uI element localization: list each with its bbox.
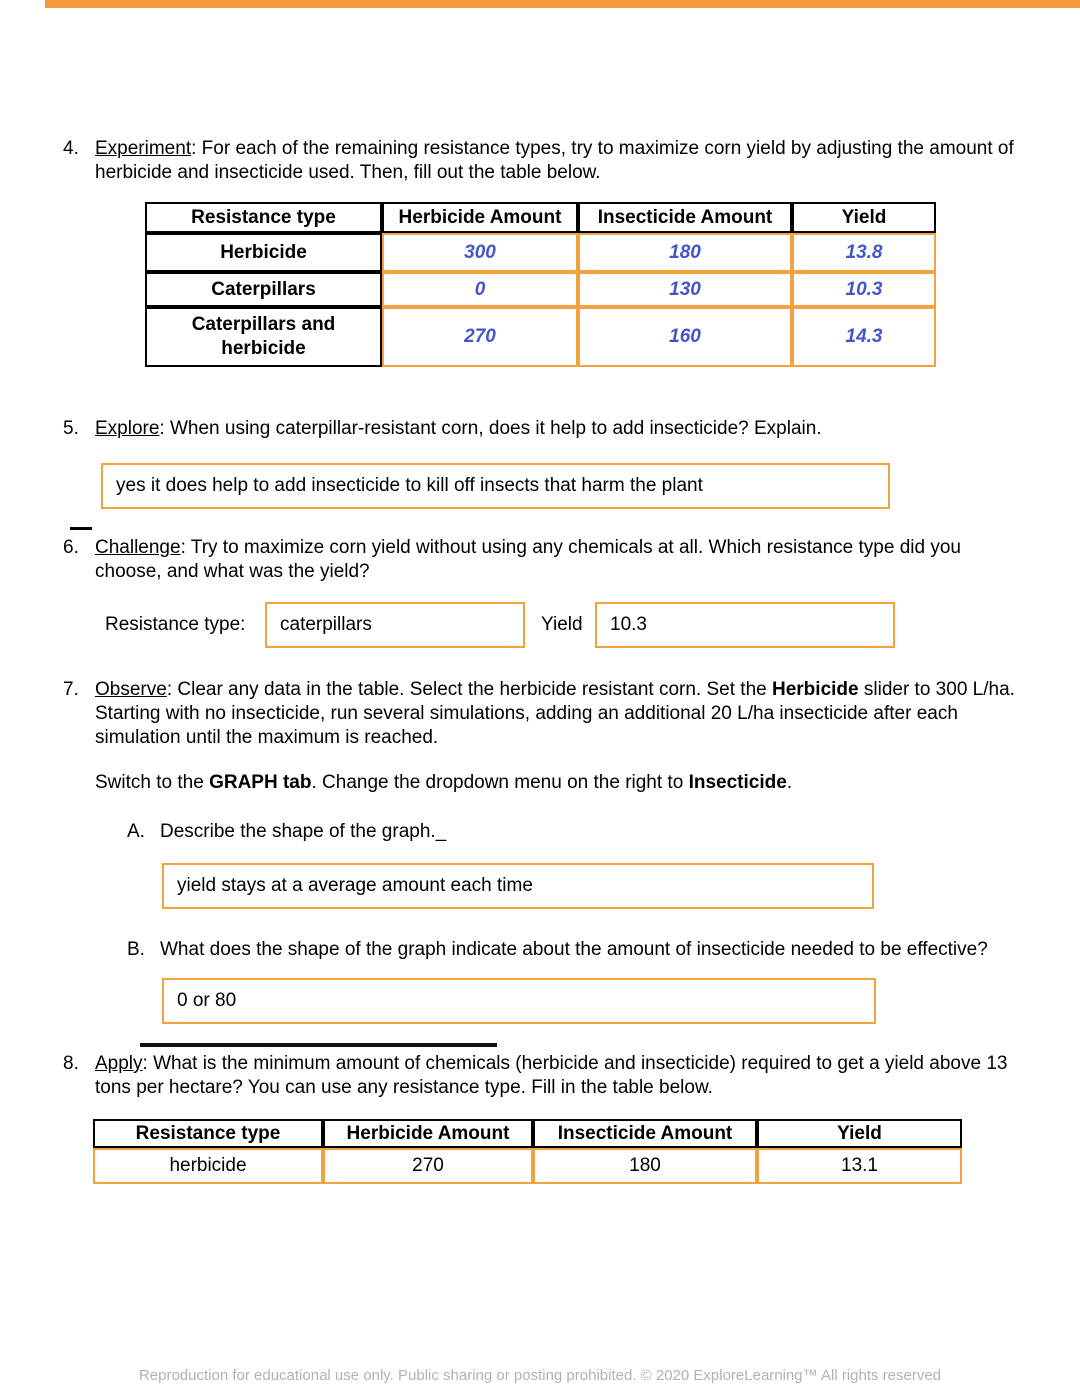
question-5-lead: Explore xyxy=(95,418,160,439)
answer-cell-yield[interactable]: 13.1 xyxy=(757,1148,962,1184)
col-header-resistance-type: Resistance type xyxy=(145,202,382,233)
question-8-text xyxy=(95,1052,1015,1100)
answer-cell-insecticide-amount[interactable]: 160 xyxy=(578,307,792,367)
col-header-yield: Yield xyxy=(792,202,936,233)
question-7-lead: Observe xyxy=(95,679,167,700)
answer-cell-yield[interactable]: 10.3 xyxy=(792,272,936,307)
question-7a xyxy=(127,820,1060,844)
table-row xyxy=(145,307,936,367)
copyright-footer: Reproduction for educational use only. Public sharing or posting prohibited. © 2020 ExploreLearning™ All rights reserved xyxy=(138,1367,942,1384)
question-5-answer-box[interactable] xyxy=(101,463,890,509)
answer-cell-herbicide-amount[interactable]: 0 xyxy=(382,272,578,307)
question-7a-letter: A. xyxy=(127,821,145,842)
answer-cell-yield[interactable]: 14.3 xyxy=(792,307,936,367)
question-7 xyxy=(63,678,1015,750)
question-6-answer-row xyxy=(0,602,1080,648)
question-5-number: 5. xyxy=(63,418,79,439)
question-6-text xyxy=(95,536,1015,584)
col-header-insecticide-amount: Insecticide Amount xyxy=(578,202,792,233)
answer-cell-resistance-type[interactable]: herbicide xyxy=(93,1148,323,1184)
col-header-herbicide-amount: Herbicide Amount xyxy=(323,1119,533,1148)
row-label-herbicide: Herbicide xyxy=(145,233,382,272)
answer-cell-insecticide-amount[interactable]: 180 xyxy=(578,233,792,272)
switch-bold-insecticide: Insecticide xyxy=(688,772,787,793)
question-5-text xyxy=(95,417,1015,441)
question-7-switch-paragraph xyxy=(95,771,1015,795)
question-5 xyxy=(63,417,1015,441)
question-4-body: : For each of the remaining resistance types, try to maximize corn yield by adjusting the amount of herbicide and insecticide used. Then, fill out the table below. xyxy=(95,138,1014,183)
row-label-caterpillars-and-herbicide: Caterpillars and herbicide xyxy=(145,307,382,367)
question-4 xyxy=(63,137,1015,185)
question-7a-answer-box[interactable] xyxy=(162,863,874,909)
question-7a-text xyxy=(160,820,1060,844)
question-7-body-1: : Clear any data in the table. Select the herbicide resistant corn. Set the xyxy=(166,679,772,700)
answer-cell-insecticide-amount[interactable]: 180 xyxy=(533,1148,757,1184)
switch-text-2: . Change the dropdown menu on the right to xyxy=(311,772,689,793)
question-7a-underscore: _ xyxy=(435,821,447,842)
col-header-insecticide-amount: Insecticide Amount xyxy=(533,1119,757,1148)
question-7b-answer-box[interactable] xyxy=(162,978,876,1024)
yield-answer-box[interactable] xyxy=(595,602,895,648)
switch-bold-graph-tab: GRAPH tab xyxy=(209,772,312,793)
answer-cell-herbicide-amount[interactable]: 270 xyxy=(323,1148,533,1184)
question-5-answer-text: yes it does help to add insecticide to kill off insects that harm the plant xyxy=(116,475,703,496)
col-header-resistance-type: Resistance type xyxy=(93,1119,323,1148)
answer-cell-insecticide-amount[interactable]: 130 xyxy=(578,272,792,307)
question-4-number: 4. xyxy=(63,138,79,159)
switch-text-3: . xyxy=(786,772,793,793)
question-4-text xyxy=(95,137,1015,185)
question-7-bold-herbicide: Herbicide xyxy=(772,679,859,700)
switch-text-1: Switch to the xyxy=(95,772,210,793)
question-6-number: 6. xyxy=(63,537,79,558)
answer-cell-herbicide-amount[interactable]: 270 xyxy=(382,307,578,367)
question-7-body-2: slider to 300 L/ha. Starting with no insecticide, run several simulations, adding an additional 20 L/ha insecticide after each simulation until the maximum is reached. xyxy=(95,679,1015,748)
table-row xyxy=(145,233,936,272)
experiment-table-header-row xyxy=(145,202,936,233)
question-7a-body: Describe the shape of the graph. xyxy=(160,821,436,842)
yield-label: Yield xyxy=(541,614,583,635)
apply-table-header-row xyxy=(93,1119,962,1148)
top-orange-bar xyxy=(45,0,1080,8)
question-5-body: : When using caterpillar-resistant corn, does it help to add insecticide? Explain. xyxy=(159,418,822,439)
resistance-type-answer-text: caterpillars xyxy=(280,614,372,635)
experiment-table xyxy=(145,202,936,367)
question-4-lead: Experiment xyxy=(95,138,192,159)
question-7b-answer-text: 0 or 80 xyxy=(177,990,237,1011)
table-row xyxy=(93,1148,962,1184)
question-7a-answer-text: yield stays at a average amount each time xyxy=(177,875,533,896)
table-row xyxy=(145,272,936,307)
question-6-lead: Challenge xyxy=(95,537,181,558)
answer-cell-herbicide-amount[interactable]: 300 xyxy=(382,233,578,272)
question-6 xyxy=(63,536,1015,584)
question-8-number: 8. xyxy=(63,1053,79,1074)
question-7b-text: What does the shape of the graph indicate about the amount of insecticide needed to be effective? xyxy=(160,939,988,960)
col-header-yield: Yield xyxy=(757,1119,962,1148)
answer-cell-yield[interactable]: 13.8 xyxy=(792,233,936,272)
question-7b xyxy=(127,938,1060,962)
resistance-type-answer-box[interactable] xyxy=(265,602,525,648)
question-8-lead: Apply xyxy=(95,1053,143,1074)
question-8-body: : What is the minimum amount of chemicals (herbicide and insecticide) required to get a yield above 13 tons per hectare? You can use any resistance type. Fill in the table below. xyxy=(95,1053,1008,1098)
stray-dash-mark xyxy=(70,527,92,530)
question-7-text xyxy=(95,678,1015,750)
row-label-caterpillars: Caterpillars xyxy=(145,272,382,307)
apply-table xyxy=(93,1119,962,1184)
question-7b-letter: B. xyxy=(127,939,145,960)
question-8 xyxy=(63,1052,1015,1100)
blank-answer-line xyxy=(140,1043,497,1047)
col-header-herbicide-amount: Herbicide Amount xyxy=(382,202,578,233)
question-6-body: : Try to maximize corn yield without using any chemicals at all. Which resistance type did you choose, and what was the yield? xyxy=(95,537,961,582)
question-7-number: 7. xyxy=(63,679,79,700)
yield-answer-text: 10.3 xyxy=(610,614,647,635)
resistance-type-label: Resistance type: xyxy=(105,614,246,635)
